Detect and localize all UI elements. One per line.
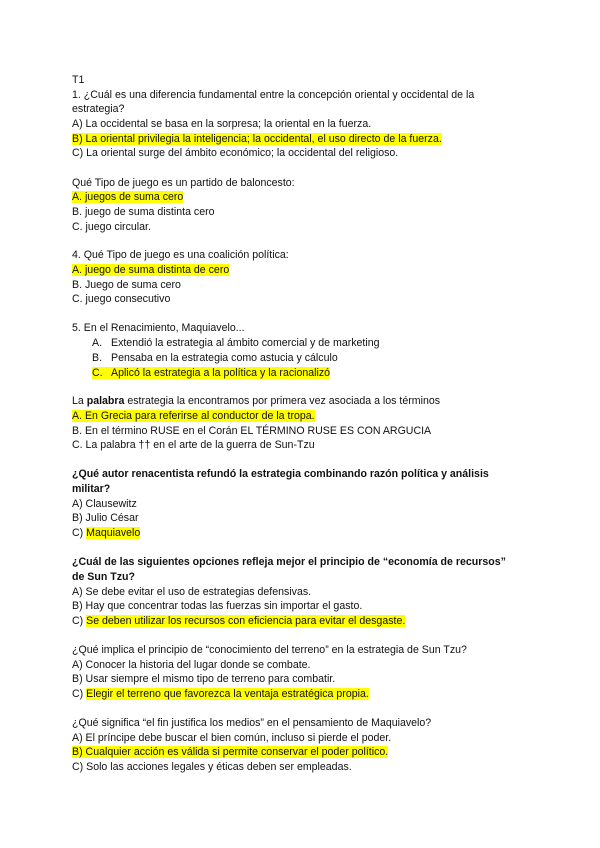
option-prefix: C) — [72, 527, 87, 539]
option-text: Extendió la estrategia al ámbito comercial y de marketing — [111, 337, 380, 349]
question-9-text: ¿Qué implica el principio de “conocimiento del terreno” en la estrategia de Sun Tzu? — [72, 644, 467, 656]
highlighted-answer: A. juegos de suma cero — [72, 191, 184, 203]
question-10-text: ¿Qué significa “el fin justifica los medios” en el pensamiento de Maquiavelo? — [72, 717, 432, 729]
question-1-text-cont: estrategia? — [72, 103, 125, 115]
question-8-text-cont: de Sun Tzu? — [72, 571, 135, 583]
question-10-option-a: A) El príncipe debe buscar el bien común, incluso si pierde el poder. — [72, 732, 392, 744]
question-4-option-c: C. juego consecutivo — [72, 293, 171, 305]
option-prefix: C) — [72, 688, 87, 700]
question-9-option-b: B) Usar siempre el mismo tipo de terreno para combatir. — [72, 673, 336, 685]
question-5-text: 5. En el Renacimiento, Maquiavelo... — [72, 322, 245, 334]
bold-word: palabra — [86, 395, 125, 407]
highlighted-answer: Aplicó la estrategia a la política y la racionalizó — [111, 367, 331, 379]
question-10-option-c: C) Solo las acciones legales y éticas deben ser empleadas. — [72, 761, 352, 773]
question-1-option-b — [72, 132, 442, 146]
doc-heading: T1 — [72, 74, 85, 86]
text-part: estrategia la encontramos por primera vez asociada a los términos — [124, 395, 441, 407]
question-2-text: Qué Tipo de juego es un partido de baloncesto: — [72, 177, 295, 189]
question-5-option-b — [92, 351, 338, 365]
highlighted-answer: A. En Grecia para referirse al conductor de la tropa. — [72, 410, 315, 422]
question-2-option-b: B. juego de suma distinta cero — [72, 206, 215, 218]
question-10-option-b — [72, 745, 388, 759]
question-4-option-a — [72, 263, 229, 277]
option-text: Pensaba en la estrategia como astucia y cálculo — [111, 352, 338, 364]
question-7-text-cont: militar? — [72, 483, 111, 495]
question-1-option-c: C) La oriental surge del ámbito económico; la occidental del religioso. — [72, 147, 399, 159]
question-8-option-c — [72, 614, 405, 628]
highlighted-answer: Elegir el terreno que favorezca la ventaja estratégica propia. — [86, 688, 369, 700]
question-1-option-a: A) La occidental se basa en la sorpresa; la oriental en la fuerza. — [72, 118, 372, 130]
question-7-text: ¿Qué autor renacentista refundó la estrategia combinando razón política y análisis — [72, 468, 489, 480]
question-5-option-c — [92, 366, 330, 380]
question-2-option-a — [72, 190, 183, 204]
highlighted-answer: B) La oriental privilegia la inteligencia; la occidental, el uso directo de la fuerza. — [72, 133, 442, 145]
highlighted-answer: Se deben utilizar los recursos con eficiencia para evitar el desgaste. — [86, 615, 406, 627]
list-marker: B. — [92, 352, 103, 364]
list-marker: A. — [92, 337, 103, 349]
highlighted-answer: B) Cualquier acción es válida si permite conservar el poder político. — [72, 746, 389, 758]
list-marker: C. — [92, 367, 103, 379]
question-1-text: 1. ¿Cuál es una diferencia fundamental entre la concepción oriental y occidental de la — [72, 89, 475, 101]
question-6-option-a — [72, 409, 315, 423]
option-prefix: C) — [72, 615, 87, 627]
question-5-option-a — [92, 336, 380, 350]
question-8-text: ¿Cuál de las siguientes opciones refleja mejor el principio de “economía de recursos” — [72, 556, 506, 568]
question-7-option-a: A) Clausewitz — [72, 498, 137, 510]
question-6-option-b: B. En el término RUSE en el Corán EL TÉRMINO RUSE ES CON ARGUCIA — [72, 425, 432, 437]
text-part: La — [72, 395, 87, 407]
question-8-option-b: B) Hay que concentrar todas las fuerzas sin importar el gasto. — [72, 600, 363, 612]
question-6-text — [72, 394, 440, 408]
question-7-option-c — [72, 526, 140, 540]
highlighted-answer: A. juego de suma distinta de cero — [72, 264, 230, 276]
question-6-option-c: C. La palabra †† en el arte de la guerra de Sun-Tzu — [72, 439, 315, 451]
question-8-option-a: A) Se debe evitar el uso de estrategias defensivas. — [72, 586, 312, 598]
question-4-option-b: B. Juego de suma cero — [72, 279, 181, 291]
question-7-option-b: B) Julio César — [72, 512, 139, 524]
highlighted-answer: Maquiavelo — [86, 527, 141, 539]
question-2-option-c: C. juego circular. — [72, 221, 151, 233]
question-9-option-a: A) Conocer la historia del lugar donde se combate. — [72, 659, 311, 671]
question-4-text: 4. Qué Tipo de juego es una coalición política: — [72, 249, 289, 261]
question-9-option-c — [72, 687, 369, 701]
